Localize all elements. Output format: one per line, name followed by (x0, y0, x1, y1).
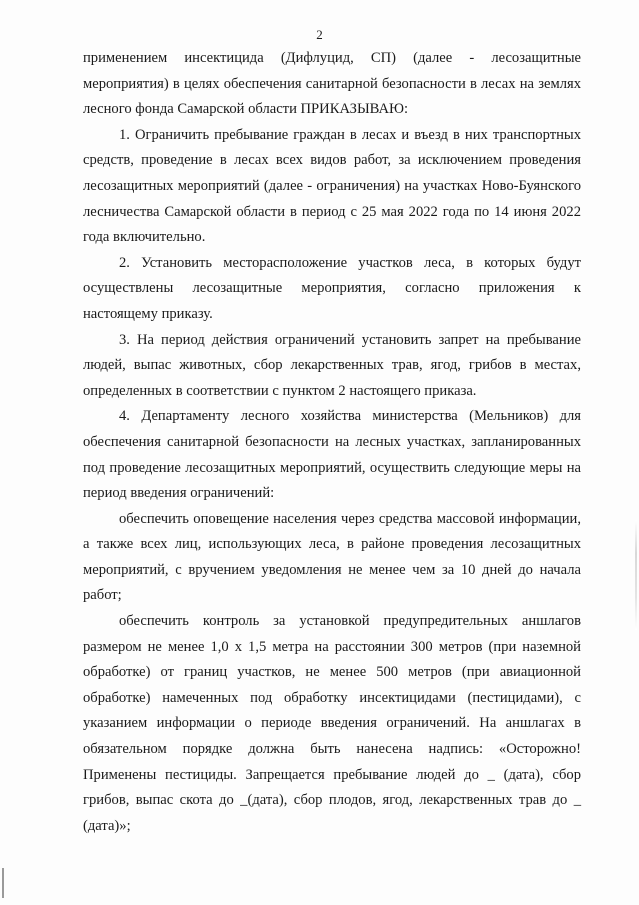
paragraph-preamble: применением инсектицида (Дифлуцид, СП) (далее - лесозащитные мероприятия) в целях обеспечения санитарной безопасности в лесах на землях лесного фонда Самарской области ПРИКАЗЫВАЮ: (83, 50, 581, 118)
paragraph-item-1: 1. Ограничить пребывание граждан в лесах и въезд в них транспортных средств, проведение в лесах всех видов работ, за исключением проведения лесозащитных мероприятий (далее - ограничения) на участках Ново-Буянского лесничества Самарской области в период с 25 мая 2022 года по 14 июня 2022 года включительно. (83, 126, 581, 246)
paragraph-item-2: 2. Установить месторасположение участков леса, в которых будут осуществлены лесозащитные мероприятия, согласно приложения к настоящему приказу. (83, 254, 581, 322)
paragraph-item-4: 4. Департаменту лесного хозяйства министерства (Мельников) для обеспечения санитарной безопасности на лесных участках, запланированных под проведение лесозащитных мероприятий, осуществить следующие меры на период введения ограничений: (83, 408, 581, 502)
paragraph-measure-notification: обеспечить оповещение населения через средства массовой информации, а также всех лиц, использующих леса, в районе проведения лесозащитных мероприятий, с вручением уведомления не менее чем за 10 дней до начала работ; (83, 510, 581, 604)
scan-artifact-right (635, 520, 637, 630)
paragraph-measure-signs: обеспечить контроль за установкой предупредительных аншлагов размером не менее 1,0 х 1,5 метра на расстоянии 300 метров (при наземной обработке) от границ участков, не менее 500 метров (при авиационной обработке) намеченных под обработку инсектицидами (пестицидами), с указанием информации о периоде введения ограничений. На аншлагах в обязательном порядке должна быть нанесена надпись: «Осторожно! Применены пестициды. Запрещается пребывание людей до _ (дата), сбор грибов, выпас скота до _(дата), сбор плодов, ягод, лекарственных трав до _ (дата)»; (83, 613, 581, 834)
paragraph-item-3: 3. На период действия ограничений установить запрет на пребывание людей, выпас животных, сбор лекарственных трав, ягод, грибов в местах, определенных в соответствии с пунктом 2 настоящего приказа. (83, 331, 581, 399)
page-number: 2 (316, 27, 323, 42)
scan-artifact-left (2, 868, 4, 898)
document-body (83, 46, 581, 839)
